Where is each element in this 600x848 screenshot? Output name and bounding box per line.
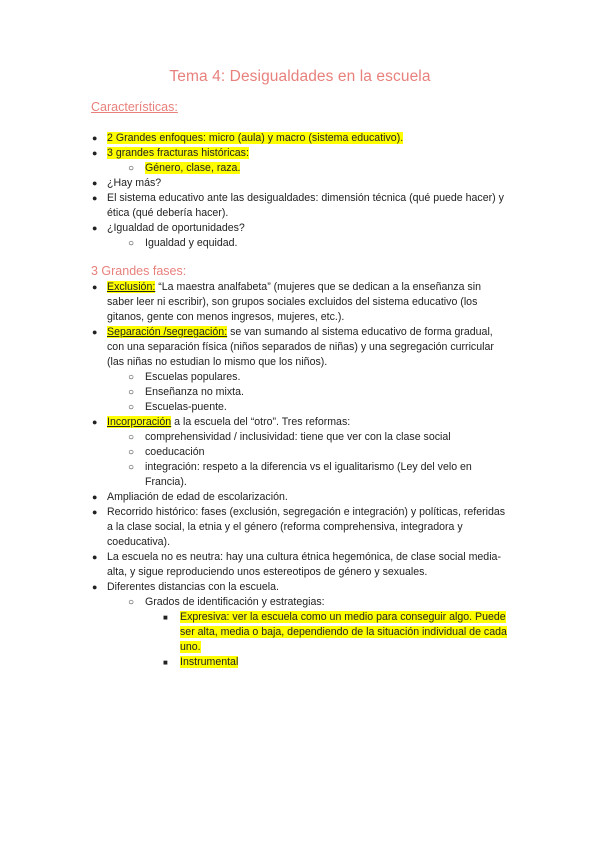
list-item: Igualdad y equidad. (145, 237, 238, 249)
bullet-icon: ● (92, 492, 98, 502)
list-item: ¿Igualdad de oportunidades? (107, 222, 245, 234)
bullet-icon: ○ (128, 462, 135, 473)
bullet-icon: ○ (128, 447, 135, 458)
bullet-icon: ■ (163, 658, 168, 667)
list-item: uno. (180, 641, 201, 653)
list-item: integración: respeto a la diferencia vs el igualitarismo (Ley del velo en (145, 461, 472, 473)
list-item: Ampliación de edad de escolarización. (107, 491, 288, 503)
bullet-icon: ● (92, 282, 98, 292)
list-item: Francia). (145, 476, 187, 488)
list-item: ser alta, media o baja, dependiendo de la situación individual de cada (180, 626, 507, 638)
list-item: Instrumental (180, 656, 239, 668)
list-item: Recorrido histórico: fases (exclusión, segregación e integración) y políticas, referidas (107, 506, 506, 518)
list-item: Escuelas populares. (145, 371, 241, 383)
list-item: a la clase social, la etnia y el género (reforma comprehensiva, integradora y (107, 521, 463, 533)
list-item: Escuelas-puente. (145, 401, 227, 413)
bullet-icon: ● (92, 552, 98, 562)
list-item: saber leer ni escribir), son grupos sociales excluidos del sistema educativo (los (107, 296, 478, 308)
bullet-icon: ○ (128, 387, 135, 398)
list-item: 2 Grandes enfoques: micro (aula) y macro (sistema educativo). (107, 132, 404, 144)
page-title: Tema 4: Desigualdades en la escuela (169, 68, 431, 85)
bullet-icon: ○ (128, 238, 135, 249)
list-item: ¿Hay más? (107, 177, 162, 189)
list-item: Enseñanza no mixta. (145, 386, 244, 398)
list-item: Incorporación a la escuela del “otro”. Tres reformas: (107, 416, 351, 428)
bullet-icon: ○ (128, 432, 135, 443)
list-item: coeducación (145, 446, 205, 458)
bullet-icon: ● (92, 133, 98, 143)
list-item: coeducativa). (107, 536, 171, 548)
list-item: La escuela no es neutra: hay una cultura étnica hegemónica, de clase social media- (107, 551, 501, 563)
list-item: Expresiva: ver la escuela como un medio para conseguir algo. Puede (180, 611, 506, 623)
bullet-icon: ○ (128, 163, 135, 174)
list-item: 3 grandes fracturas históricas: (107, 147, 249, 159)
list-item: con una separación física (niños separados de niñas) y una segregación curricular (107, 341, 494, 353)
list-item: Diferentes distancias con la escuela. (107, 581, 279, 593)
list-item: gitanos, gente con menos ingresos, mujeres, etc.). (107, 311, 345, 323)
bullet-icon: ■ (163, 613, 168, 622)
bullet-icon: ○ (128, 597, 135, 608)
list-item: Separación /segregación: se van sumando al sistema educativo de forma gradual, (107, 326, 493, 338)
list-item: Grados de identificación y estrategias: (145, 596, 325, 608)
bullet-icon: ● (92, 582, 98, 592)
bullet-icon: ● (92, 148, 98, 158)
bullet-icon: ● (92, 327, 98, 337)
list-item: alta, y sigue reproduciendo unos estereotipos de género y sexuales. (107, 566, 428, 578)
list-item: comprehensividad / inclusividad: tiene que ver con la clase social (145, 431, 451, 443)
bullet-icon: ○ (128, 372, 135, 383)
bullet-icon: ○ (128, 402, 135, 413)
bullet-icon: ● (92, 417, 98, 427)
list-item: Exclusión: “La maestra analfabeta” (mujeres que se dedican a la enseñanza sin (107, 281, 481, 293)
section-heading-caracteristicas: Características: (91, 100, 178, 114)
bullet-icon: ● (92, 178, 98, 188)
list-item: ética (qué debería hacer). (107, 207, 229, 219)
bullet-icon: ● (92, 507, 98, 517)
list-item: Género, clase, raza. (145, 162, 241, 174)
bullet-icon: ● (92, 223, 98, 233)
list-item: (las niñas no estudian lo mismo que los niños). (107, 356, 328, 368)
bullet-icon: ● (92, 193, 98, 203)
section-heading-fases: 3 Grandes fases: (91, 264, 187, 278)
list-item: El sistema educativo ante las desigualdades: dimensión técnica (qué puede hacer) y (107, 192, 504, 204)
